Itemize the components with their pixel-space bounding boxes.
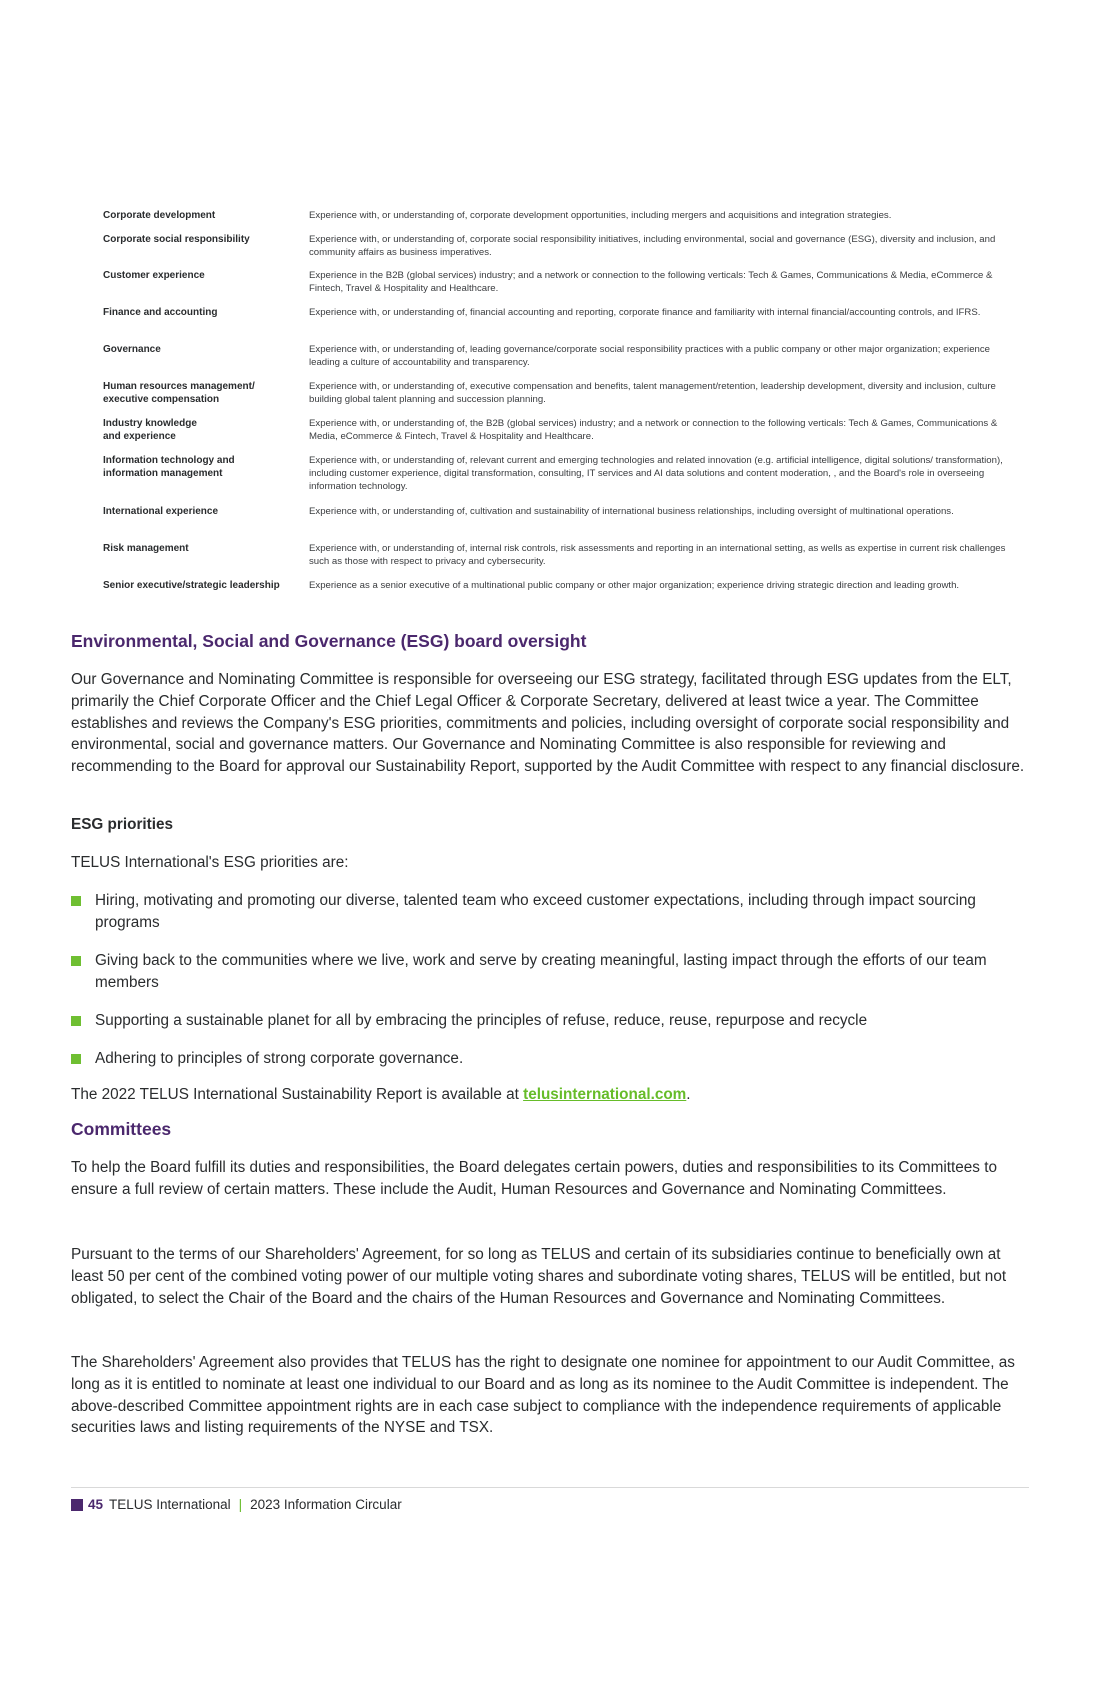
skill-description: Experience with, or understanding of, financial accounting and reporting, corporate finance and familiarity with internal financial/accounting controls, and IFRS. <box>309 307 981 318</box>
list-item <box>71 1048 1031 1070</box>
skill-name: Corporate social responsibility <box>103 234 250 245</box>
sustainability-report-line <box>71 1084 1031 1106</box>
committees-paragraph-2: Pursuant to the terms of our Shareholders' Agreement, for so long as TELUS and certain of its subsidiaries continue to beneficially own at least 50 per cent of the combined voting power of our multiple voting shares and subordinate voting shares, TELUS will be entitled, but not obligated, to select the Chair of the Board and the chairs of the Human Resources and Governance and Nominating Committees. <box>71 1246 1007 1307</box>
skill-name: Governance <box>103 344 161 355</box>
footer-divider <box>71 1487 1029 1488</box>
page-footer <box>71 1497 402 1512</box>
table-row <box>103 454 1023 493</box>
list-item-text: Supporting a sustainable planet for all by embracing the principles of refuse, reduce, reuse, repurpose and recycle <box>95 1012 868 1029</box>
esg-paragraph: Our Governance and Nominating Committee is responsible for overseeing our ESG strategy, facilitated through ESG updates from the ELT, primarily the Chief Corporate Officer and the Chief Legal Officer & Corporate Secretary, delivered at least twice a year. The Committee establishes and reviews the Company's ESG priorities, commitments and policies, including oversight of corporate social responsibility and environmental, social and governance matters. Our Governance and Nominating Committee is also responsible for reviewing and recommending to the Board for approval our Sustainability Report, supported by the Audit Committee with respect to any financial disclosure. <box>71 671 1025 776</box>
skill-name: International experience <box>103 506 219 517</box>
list-item <box>71 1010 1031 1032</box>
table-row <box>103 209 891 222</box>
skill-description: Experience with, or understanding of, corporate development opportunities, including mergers and acquisitions and integration strategies. <box>309 210 892 221</box>
table-row <box>103 343 1023 369</box>
skill-description: Experience with, or understanding of, corporate social responsibility initiatives, including environmental, social and governance (ESG), diversity and inclusion, and community affairs as business imperatives. <box>309 234 996 258</box>
footer-square-icon <box>71 1499 83 1511</box>
esg-priorities-heading: ESG priorities <box>71 816 174 833</box>
list-item-text: Adhering to principles of strong corporate governance. <box>95 1050 464 1067</box>
skill-name: Corporate development <box>103 210 216 221</box>
skill-description: Experience with, or understanding of, cultivation and sustainability of international business relationships, including oversight of multinational operations. <box>309 506 954 517</box>
bullet-square-icon <box>71 1016 81 1026</box>
committees-heading: Committees <box>71 1119 172 1139</box>
table-row <box>103 417 1023 443</box>
table-row <box>103 306 980 319</box>
skill-description: Experience in the B2B (global services) industry; and a network or connection to the following verticals: Tech & Games, Communications & Media, eCommerce & Fintech, Travel & Hospitality and Healthcare. <box>309 270 993 294</box>
table-row <box>103 542 1023 568</box>
list-item <box>71 950 1031 994</box>
list-item <box>71 890 1031 934</box>
skill-description: Experience with, or understanding of, relevant current and emerging technologies and related innovation (e.g. artificial intelligence, digital solutions/ transformation), including customer experience, digital transformation, consulting, IT services and AI data solutions and content moderation, , and the Board's role in overseeing information technology. <box>309 455 1003 492</box>
esg-priorities-intro: TELUS International's ESG priorities are: <box>71 854 349 871</box>
table-row <box>103 269 1023 295</box>
skill-description: Experience with, or understanding of, internal risk controls, risk assessments and reporting in an international setting, as wells as expertise in current risk challenges such as those with respect to privacy and cybersecurity. <box>309 543 1006 567</box>
report-prefix: The 2022 TELUS International Sustainability Report is available at <box>71 1086 524 1103</box>
skill-description: Experience with, or understanding of, executive compensation and benefits, talent management/retention, leadership development, diversity and inclusion, culture building global talent planning and succession planning. <box>309 381 996 405</box>
skill-description: Experience with, or understanding of, the B2B (global services) industry; and a network or connection to the following verticals: Tech & Games, Communications & Media, eCommerce & Fintech, Travel & Hospitality and Healthcare. <box>309 418 998 442</box>
skill-description: Experience as a senior executive of a multinational public company or other major organization; experience driving strategic direction and leading growth. <box>309 580 960 591</box>
table-row <box>103 579 959 592</box>
skill-name: Customer experience <box>103 270 205 281</box>
table-row <box>103 233 1023 259</box>
page-number: 45 <box>88 1497 104 1512</box>
bullet-square-icon <box>71 956 81 966</box>
skill-description: Experience with, or understanding of, leading governance/corporate social responsibility practices with a public company or other major organization; experience leading a culture of accountability and transparency. <box>309 344 990 368</box>
skill-name: Finance and accounting <box>103 307 218 318</box>
skill-name: Information technology and information management <box>103 455 235 479</box>
footer-separator: | <box>238 1497 243 1512</box>
footer-document: 2023 Information Circular <box>250 1497 402 1512</box>
skill-name: Human resources management/ executive compensation <box>103 381 255 405</box>
committees-paragraph-1: To help the Board fulfill its duties and responsibilities, the Board delegates certain powers, duties and responsibilities to its Committees to ensure a full review of certain matters. These include the Audit, Human Resources and Governance and Nominating Committees. <box>71 1159 997 1198</box>
skill-name: Industry knowledge and experience <box>103 418 197 442</box>
list-item-text: Giving back to the communities where we live, work and serve by creating meaningful, lasting impact through the efforts of our team members <box>95 952 987 991</box>
committees-paragraph-3: The Shareholders' Agreement also provides that TELUS has the right to designate one nominee for appointment to our Audit Committee, as long as it is entitled to nominate at least one individual to our Board and as long as its nominee to the Audit Committee is independent. The above-described Committee appointment rights are in each case subject to compliance with the independence requirements of applicable securities laws and listing requirements of the NYSE and TSX. <box>71 1354 1015 1437</box>
bullet-square-icon <box>71 1054 81 1064</box>
skill-name: Risk management <box>103 543 189 554</box>
skill-name: Senior executive/strategic leadership <box>103 580 280 591</box>
esg-heading: Environmental, Social and Governance (ESG) board oversight <box>71 631 587 651</box>
table-row <box>103 505 954 518</box>
list-item-text: Hiring, motivating and promoting our diverse, talented team who exceed customer expectations, including through impact sourcing programs <box>95 892 976 931</box>
telusinternational-link[interactable]: telusinternational.com <box>523 1086 687 1103</box>
report-suffix: . <box>686 1086 691 1103</box>
table-row <box>103 380 1023 406</box>
footer-company: TELUS International <box>109 1497 231 1512</box>
bullet-square-icon <box>71 896 81 906</box>
